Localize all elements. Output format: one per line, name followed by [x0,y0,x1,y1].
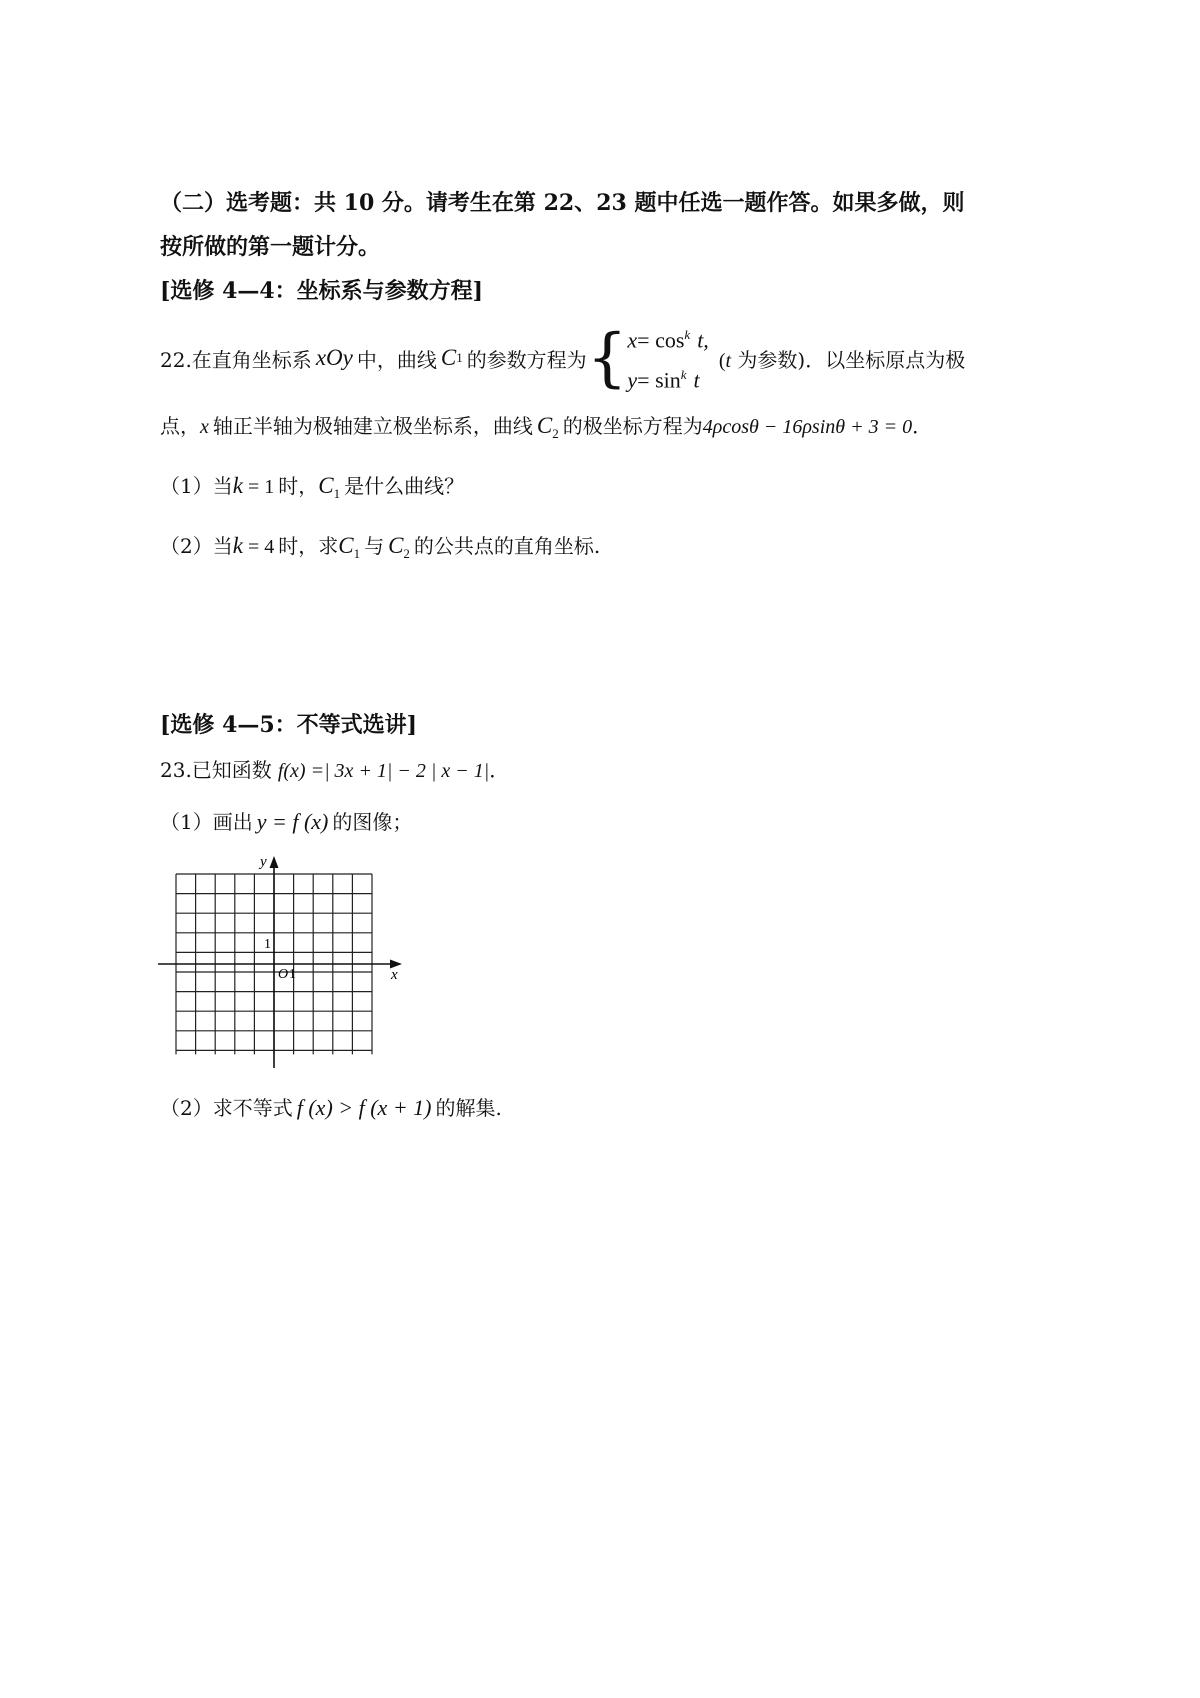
q22-line2: 点，x 轴正半轴为极轴建立极坐标系，曲线 $C_2$ 的极坐标方程为4ρcosθ − 16ρsinθ + 3 = 0． [160,413,933,441]
q22-curve-c1: C [440,345,457,370]
section-heading-line1: （二）选考题：共 10 分。请考生在第 22、23 题中任选一题作答。如果多做，则 [160,190,965,216]
q22-eq-x: $x= \cos^k t$, [627,326,709,352]
q22-system-brace: { [586,321,628,395]
q22-polar-equation: 4ρcosθ − 16ρsinθ + 3 = 0 [702,416,913,438]
unit-x-label: 1 [289,967,296,982]
coordinate-grid [150,850,420,1075]
q22-line1 [160,318,965,398]
q22-part2: （2）当k = 4 时，求$C_1$ 与 $C_2$ 的公共点的直角坐标. [160,533,601,561]
q22-param-note: (t 为参数)．以坐标原点为极 [718,347,966,372]
q22-eq-y: $y= \sin^k t$ [627,367,700,393]
q23-part2: （2）求不等式 f (x) > f (x + 1) 的解集. [160,1095,502,1120]
y-axis-arrow-icon [270,856,279,868]
q22-mid2: 的参数方程为 [466,347,587,372]
q22-parametric-system [627,318,708,399]
q22-mid1: 中，曲线 [356,347,437,372]
q22-curve-c1-sub: 1 [456,350,463,365]
elective-44-title: [选修 4—4：坐标系与参数方程] [160,278,484,304]
q22-x-axis-var: x [200,416,209,438]
q22-coord-sys: xOy [315,345,353,370]
q23-line1: 23.已知函数 f(x) =| 3x + 1| − 2 | x − 1|． [160,758,510,782]
section-heading-line2: 按所做的第一题计分。 [160,234,381,260]
q22-curve-c2: C [536,413,553,438]
unit-y-label: 1 [264,937,271,952]
origin-label: O [278,967,289,982]
q23-part1: （1）画出 y = f (x) 的图像； [160,809,413,834]
x-axis-label: x [391,967,398,983]
y-axis-label: y [260,854,267,870]
q23-function: f(x) =| 3x + 1| − 2 | x − 1| [277,760,490,782]
elective-45-title: [选修 4—5：不等式选讲] [160,712,418,738]
q22-part1: （1）当k = 1 时，$C_1$ 是什么曲线？ [160,473,465,501]
q22-prefix: 22.在直角坐标系 [160,347,312,372]
